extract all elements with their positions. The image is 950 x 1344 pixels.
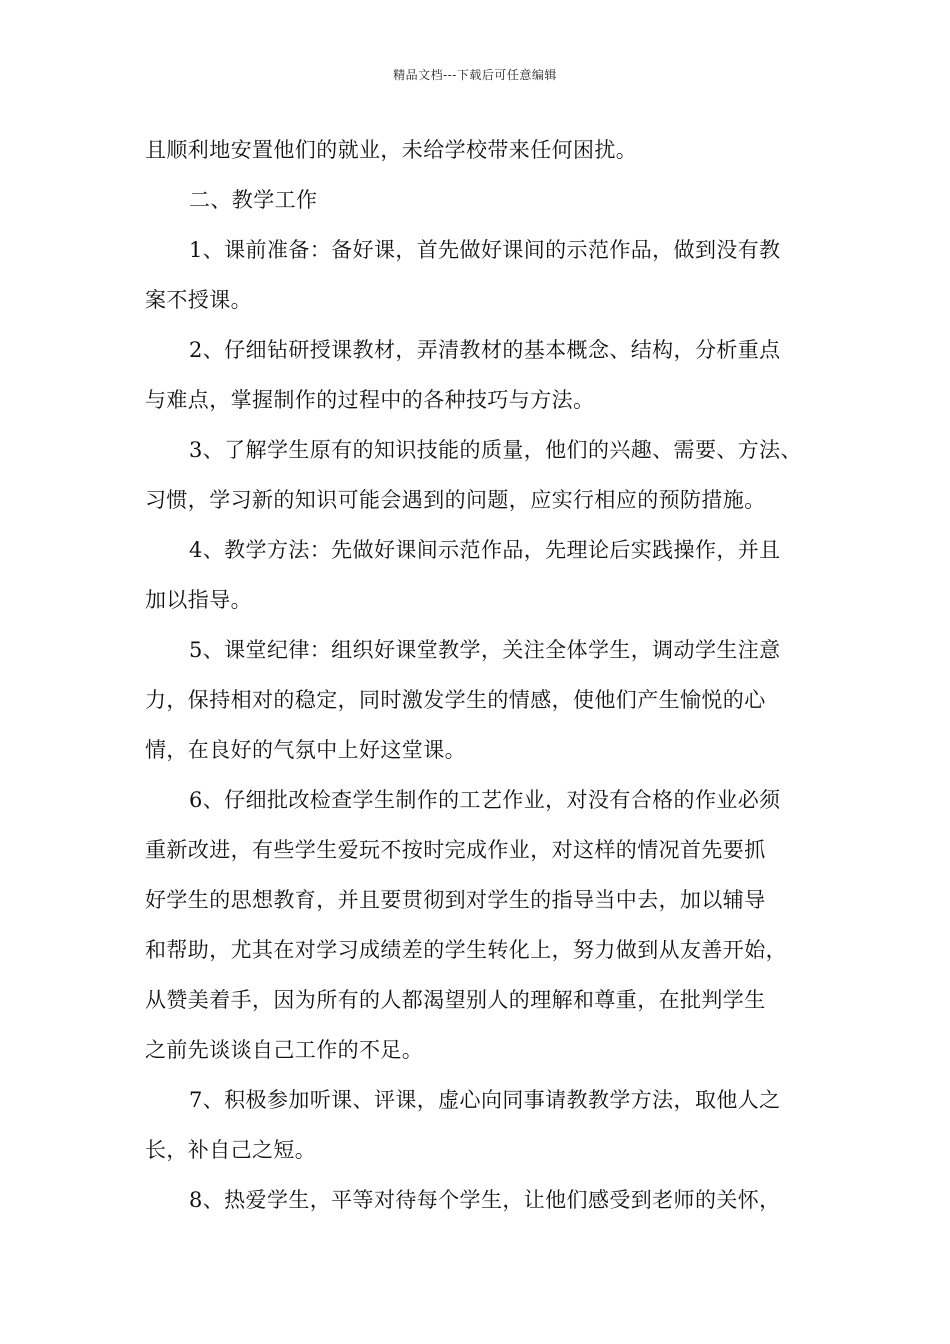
text-line: 1、课前准备：备好课，首先做好课间的示范作品，做到没有教 — [189, 238, 781, 262]
text-line: 情，在良好的气氛中上好这堂课。 — [145, 738, 466, 762]
text-line: 力，保持相对的稳定，同时激发学生的情感，使他们产生愉悦的心 — [145, 688, 766, 712]
text-line: 与难点，掌握制作的过程中的各种技巧与方法。 — [145, 388, 595, 412]
text-line: 7、积极参加听课、评课，虚心向同事请教教学方法，取他人之 — [189, 1088, 781, 1112]
text-line: 从赞美着手，因为所有的人都渴望别人的理解和尊重，在批判学生 — [145, 988, 766, 1012]
text-line: 好学生的思想教育，并且要贯彻到对学生的指导当中去，加以辅导 — [145, 888, 766, 912]
text-line: 8、热爱学生，平等对待每个学生，让他们感受到老师的关怀， — [189, 1188, 781, 1212]
text-line: 3、了解学生原有的知识技能的质量，他们的兴趣、需要、方法、 — [189, 438, 802, 462]
page-header: 精品文档---下载后可任意编辑 — [393, 68, 557, 82]
text-line: 4、教学方法：先做好课间示范作品，先理论后实践操作，并且 — [189, 538, 781, 562]
text-line: 2、仔细钻研授课教材，弄清教材的基本概念、结构，分析重点 — [189, 338, 781, 362]
text-line: 和帮助，尤其在对学习成绩差的学生转化上，努力做到从友善开始， — [145, 938, 787, 962]
text-line: 加以指导。 — [145, 588, 252, 612]
text-line: 5、课堂纪律：组织好课堂教学，关注全体学生，调动学生注意 — [189, 638, 781, 662]
text-line: 案不授课。 — [145, 288, 252, 312]
section-heading: 二、教学工作 — [189, 188, 318, 212]
text-line: 重新改进，有些学生爱玩不按时完成作业，对这样的情况首先要抓 — [145, 838, 766, 862]
text-line: 且顺利地安置他们的就业，未给学校带来任何困扰。 — [145, 138, 638, 162]
text-line: 之前先谈谈自己工作的不足。 — [145, 1038, 424, 1062]
text-line: 6、仔细批改检查学生制作的工艺作业，对没有合格的作业必须 — [189, 788, 781, 812]
text-line: 长，补自己之短。 — [145, 1138, 317, 1162]
text-line: 习惯，学习新的知识可能会遇到的问题，应实行相应的预防措施。 — [145, 488, 766, 512]
